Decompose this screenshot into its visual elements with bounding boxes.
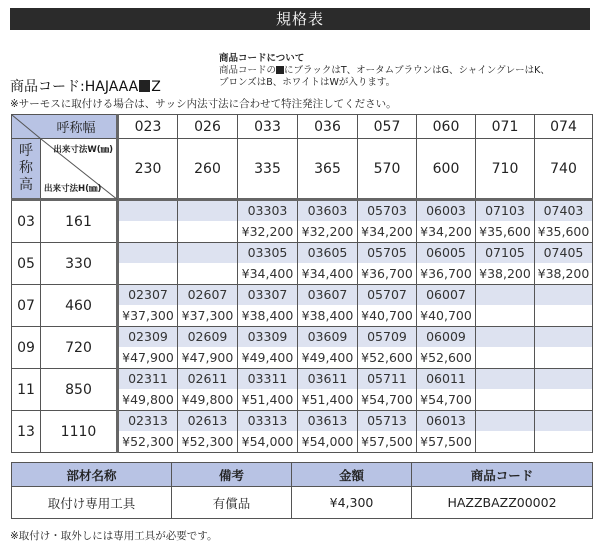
product-cell [476, 369, 535, 411]
product-price: ¥35,600 [476, 221, 534, 242]
product-code-suffix [476, 411, 534, 431]
product-code-suffix [535, 285, 592, 305]
product-price: ¥47,900 [178, 347, 237, 368]
product-cell [476, 411, 535, 453]
product-code-suffix: 02313 [119, 411, 177, 431]
product-price [119, 263, 177, 284]
h-dim-label: 出来寸法H(㎜) [44, 184, 102, 194]
col-code: 074 [535, 115, 593, 139]
parts-header-name: 部材名称 [12, 463, 172, 487]
row-height-code: 11 [12, 369, 41, 411]
code-note-line1-post: にブラックはT、オータムブラウンはG、シャイングレーはK、 [284, 65, 550, 76]
col-width: 260 [178, 139, 238, 200]
page-title: 規格表 [10, 8, 590, 30]
col-width: 600 [417, 139, 476, 200]
product-price: ¥38,400 [298, 305, 357, 326]
parts-header-code: 商品コード [412, 463, 593, 487]
product-code-suffix: 06013 [417, 411, 475, 431]
product-cell [476, 243, 535, 285]
row-height-value: 850 [41, 369, 118, 411]
product-cell [535, 327, 593, 369]
dimension-corner-cell [41, 139, 118, 200]
col-code: 026 [178, 115, 238, 139]
product-price: ¥54,700 [358, 389, 416, 410]
product-code-suffix: 02309 [119, 327, 177, 347]
product-cell [358, 327, 417, 369]
product-price [178, 221, 237, 242]
product-code-suffix: 06009 [417, 327, 475, 347]
product-price [535, 347, 592, 368]
product-code-suffix: 03607 [298, 285, 357, 305]
code-note-line1 [219, 65, 550, 77]
w-dim-label: 出来寸法W(㎜) [53, 145, 113, 155]
col-code: 060 [417, 115, 476, 139]
product-cell [417, 369, 476, 411]
product-code-suffix [535, 327, 592, 347]
product-cell [358, 243, 417, 285]
product-code-suffix: 02609 [178, 327, 237, 347]
product-cell [535, 369, 593, 411]
product-code-suffix: 03309 [238, 327, 297, 347]
product-cell [417, 285, 476, 327]
table-row [12, 285, 593, 327]
parts-header-row [12, 463, 593, 487]
product-code-suffix: 03313 [238, 411, 297, 431]
product-cell [298, 285, 358, 327]
height-label [12, 139, 41, 200]
product-code-suffix: 06007 [417, 285, 475, 305]
product-price: ¥49,800 [178, 389, 237, 410]
product-code-suffix: 03611 [298, 369, 357, 389]
parts-header-price: 金額 [292, 463, 412, 487]
row-height-value: 161 [41, 200, 118, 243]
parts-header-note: 備考 [172, 463, 292, 487]
code-note-line2: ブロンズはB、ホワイトはWが入ります。 [219, 77, 396, 88]
col-width: 710 [476, 139, 535, 200]
product-code-suffix [178, 201, 237, 221]
product-code-suffix: 05713 [358, 411, 416, 431]
product-price [119, 221, 177, 242]
product-cell [238, 327, 298, 369]
product-code-suffix [476, 327, 534, 347]
product-price: ¥49,400 [298, 347, 357, 368]
product-code [10, 78, 161, 96]
product-code-suffix: 02311 [119, 369, 177, 389]
product-price: ¥54,000 [238, 431, 297, 452]
product-code-suffix: 02613 [178, 411, 237, 431]
product-cell [358, 200, 417, 243]
product-code-suffix: 03605 [298, 243, 357, 263]
product-price: ¥35,600 [535, 221, 592, 242]
product-cell [238, 285, 298, 327]
product-price [535, 431, 592, 452]
product-code-suffix: 03305 [238, 243, 297, 263]
col-code: 023 [118, 115, 178, 139]
table-row [12, 411, 593, 453]
product-cell [178, 243, 238, 285]
product-price [476, 305, 534, 326]
col-width: 570 [358, 139, 417, 200]
product-cell [118, 411, 178, 453]
product-code-suffix [476, 285, 534, 305]
product-code-suffix: 07105 [476, 243, 534, 263]
parts-price: ¥4,300 [292, 487, 412, 519]
spec-table [11, 114, 593, 453]
row-height-value: 460 [41, 285, 118, 327]
color-placeholder-square-icon [139, 80, 150, 92]
product-cell [178, 285, 238, 327]
product-code-suffix: 03311 [238, 369, 297, 389]
product-price: ¥38,200 [476, 263, 534, 284]
product-code-suffix: 05705 [358, 243, 416, 263]
product-price: ¥34,200 [417, 221, 475, 242]
product-cell [417, 200, 476, 243]
row-height-code: 09 [12, 327, 41, 369]
product-cell [417, 327, 476, 369]
header-row-widths [12, 139, 593, 200]
product-code-suffix [119, 201, 177, 221]
col-width: 365 [298, 139, 358, 200]
product-code-suffix: 05711 [358, 369, 416, 389]
product-code-suffix: 06003 [417, 201, 475, 221]
product-price [476, 347, 534, 368]
table-row [12, 243, 593, 285]
footnote: ※取付け・取外しには専用工具が必要です。 [10, 530, 218, 542]
product-price: ¥57,500 [417, 431, 475, 452]
col-code: 033 [238, 115, 298, 139]
product-cell [476, 200, 535, 243]
product-price: ¥54,700 [417, 389, 475, 410]
product-price [535, 305, 592, 326]
product-code-suffix: 05707 [358, 285, 416, 305]
product-code-suffix [476, 369, 534, 389]
product-cell [417, 243, 476, 285]
table-row [12, 369, 593, 411]
col-code: 071 [476, 115, 535, 139]
product-price: ¥36,700 [358, 263, 416, 284]
parts-table [11, 462, 593, 519]
product-cell [298, 243, 358, 285]
product-code-suffix: 03303 [238, 201, 297, 221]
col-width: 230 [118, 139, 178, 200]
color-placeholder-square-icon [276, 66, 284, 74]
width-label: 呼称幅 [56, 121, 96, 136]
product-code-suffix: 07403 [535, 201, 592, 221]
row-height-code: 13 [12, 411, 41, 453]
product-price: ¥37,300 [178, 305, 237, 326]
product-price: ¥51,400 [298, 389, 357, 410]
product-cell [358, 369, 417, 411]
product-price: ¥38,400 [238, 305, 297, 326]
product-price [535, 389, 592, 410]
product-price: ¥52,300 [178, 431, 237, 452]
col-width: 740 [535, 139, 593, 200]
col-code: 057 [358, 115, 417, 139]
height-label-text: 呼称高 [19, 143, 33, 193]
product-price: ¥51,400 [238, 389, 297, 410]
product-price: ¥34,400 [238, 263, 297, 284]
product-cell [358, 285, 417, 327]
row-height-code: 03 [12, 200, 41, 243]
code-note-heading: 商品コードについて [219, 53, 305, 64]
product-cell [118, 327, 178, 369]
product-cell [298, 327, 358, 369]
product-code-label: 商品コード:HAJAAA [10, 79, 139, 95]
product-code-suffix: Z [151, 79, 161, 95]
product-cell [535, 285, 593, 327]
product-price: ¥49,800 [119, 389, 177, 410]
product-code-suffix: 05709 [358, 327, 416, 347]
product-code-suffix: 06005 [417, 243, 475, 263]
product-price [178, 263, 237, 284]
parts-note: 有償品 [172, 487, 292, 519]
product-price: ¥40,700 [358, 305, 416, 326]
product-price: ¥54,000 [298, 431, 357, 452]
table-row [12, 327, 593, 369]
parts-row [12, 487, 593, 519]
product-cell [476, 327, 535, 369]
product-price [476, 389, 534, 410]
row-height-code: 05 [12, 243, 41, 285]
product-code-suffix: 06011 [417, 369, 475, 389]
product-cell [178, 411, 238, 453]
product-code-suffix: 03603 [298, 201, 357, 221]
product-code-suffix: 03609 [298, 327, 357, 347]
product-cell [298, 369, 358, 411]
product-cell [417, 411, 476, 453]
product-cell [118, 285, 178, 327]
row-height-value: 720 [41, 327, 118, 369]
col-width: 335 [238, 139, 298, 200]
product-price: ¥32,200 [298, 221, 357, 242]
product-code-suffix [535, 411, 592, 431]
row-height-code: 07 [12, 285, 41, 327]
product-price: ¥40,700 [417, 305, 475, 326]
product-price: ¥52,600 [417, 347, 475, 368]
product-cell [298, 411, 358, 453]
product-cell [358, 411, 417, 453]
product-cell [238, 369, 298, 411]
product-code-suffix [119, 243, 177, 263]
product-cell [238, 243, 298, 285]
product-price: ¥34,200 [358, 221, 416, 242]
product-cell [535, 243, 593, 285]
product-cell [178, 327, 238, 369]
product-price: ¥47,900 [119, 347, 177, 368]
parts-name: 取付け専用工具 [12, 487, 172, 519]
product-cell [238, 200, 298, 243]
order-note: ※サーモスに取付ける場合は、サッシ内法寸法に合わせて特注発注してください。 [10, 98, 397, 110]
product-code-suffix [535, 369, 592, 389]
product-cell [476, 285, 535, 327]
row-height-value: 1110 [41, 411, 118, 453]
product-cell [238, 411, 298, 453]
row-height-value: 330 [41, 243, 118, 285]
product-price [476, 431, 534, 452]
product-price: ¥49,400 [238, 347, 297, 368]
product-code-suffix: 03307 [238, 285, 297, 305]
product-code-note [219, 53, 550, 89]
col-code: 036 [298, 115, 358, 139]
parts-code: HAZZBAZZ00002 [412, 487, 593, 519]
product-price: ¥34,400 [298, 263, 357, 284]
product-cell [535, 411, 593, 453]
header-row-codes [12, 115, 593, 139]
product-cell [118, 369, 178, 411]
product-price: ¥38,200 [535, 263, 592, 284]
product-code-suffix: 03613 [298, 411, 357, 431]
product-code-suffix: 07405 [535, 243, 592, 263]
product-code-suffix: 05703 [358, 201, 416, 221]
product-price: ¥52,300 [119, 431, 177, 452]
product-price: ¥57,500 [358, 431, 416, 452]
product-price: ¥37,300 [119, 305, 177, 326]
product-code-suffix: 07103 [476, 201, 534, 221]
product-code-suffix: 02607 [178, 285, 237, 305]
product-price: ¥52,600 [358, 347, 416, 368]
product-price: ¥36,700 [417, 263, 475, 284]
product-code-suffix [178, 243, 237, 263]
product-cell [178, 200, 238, 243]
product-cell [178, 369, 238, 411]
product-code-suffix: 02307 [119, 285, 177, 305]
product-price: ¥32,200 [238, 221, 297, 242]
product-cell [535, 200, 593, 243]
code-note-line1-pre: 商品コードの [219, 65, 277, 76]
table-row [12, 200, 593, 243]
product-cell [118, 200, 178, 243]
width-label-cell [12, 115, 118, 139]
product-code-suffix: 02611 [178, 369, 237, 389]
product-cell [118, 243, 178, 285]
product-cell [298, 200, 358, 243]
